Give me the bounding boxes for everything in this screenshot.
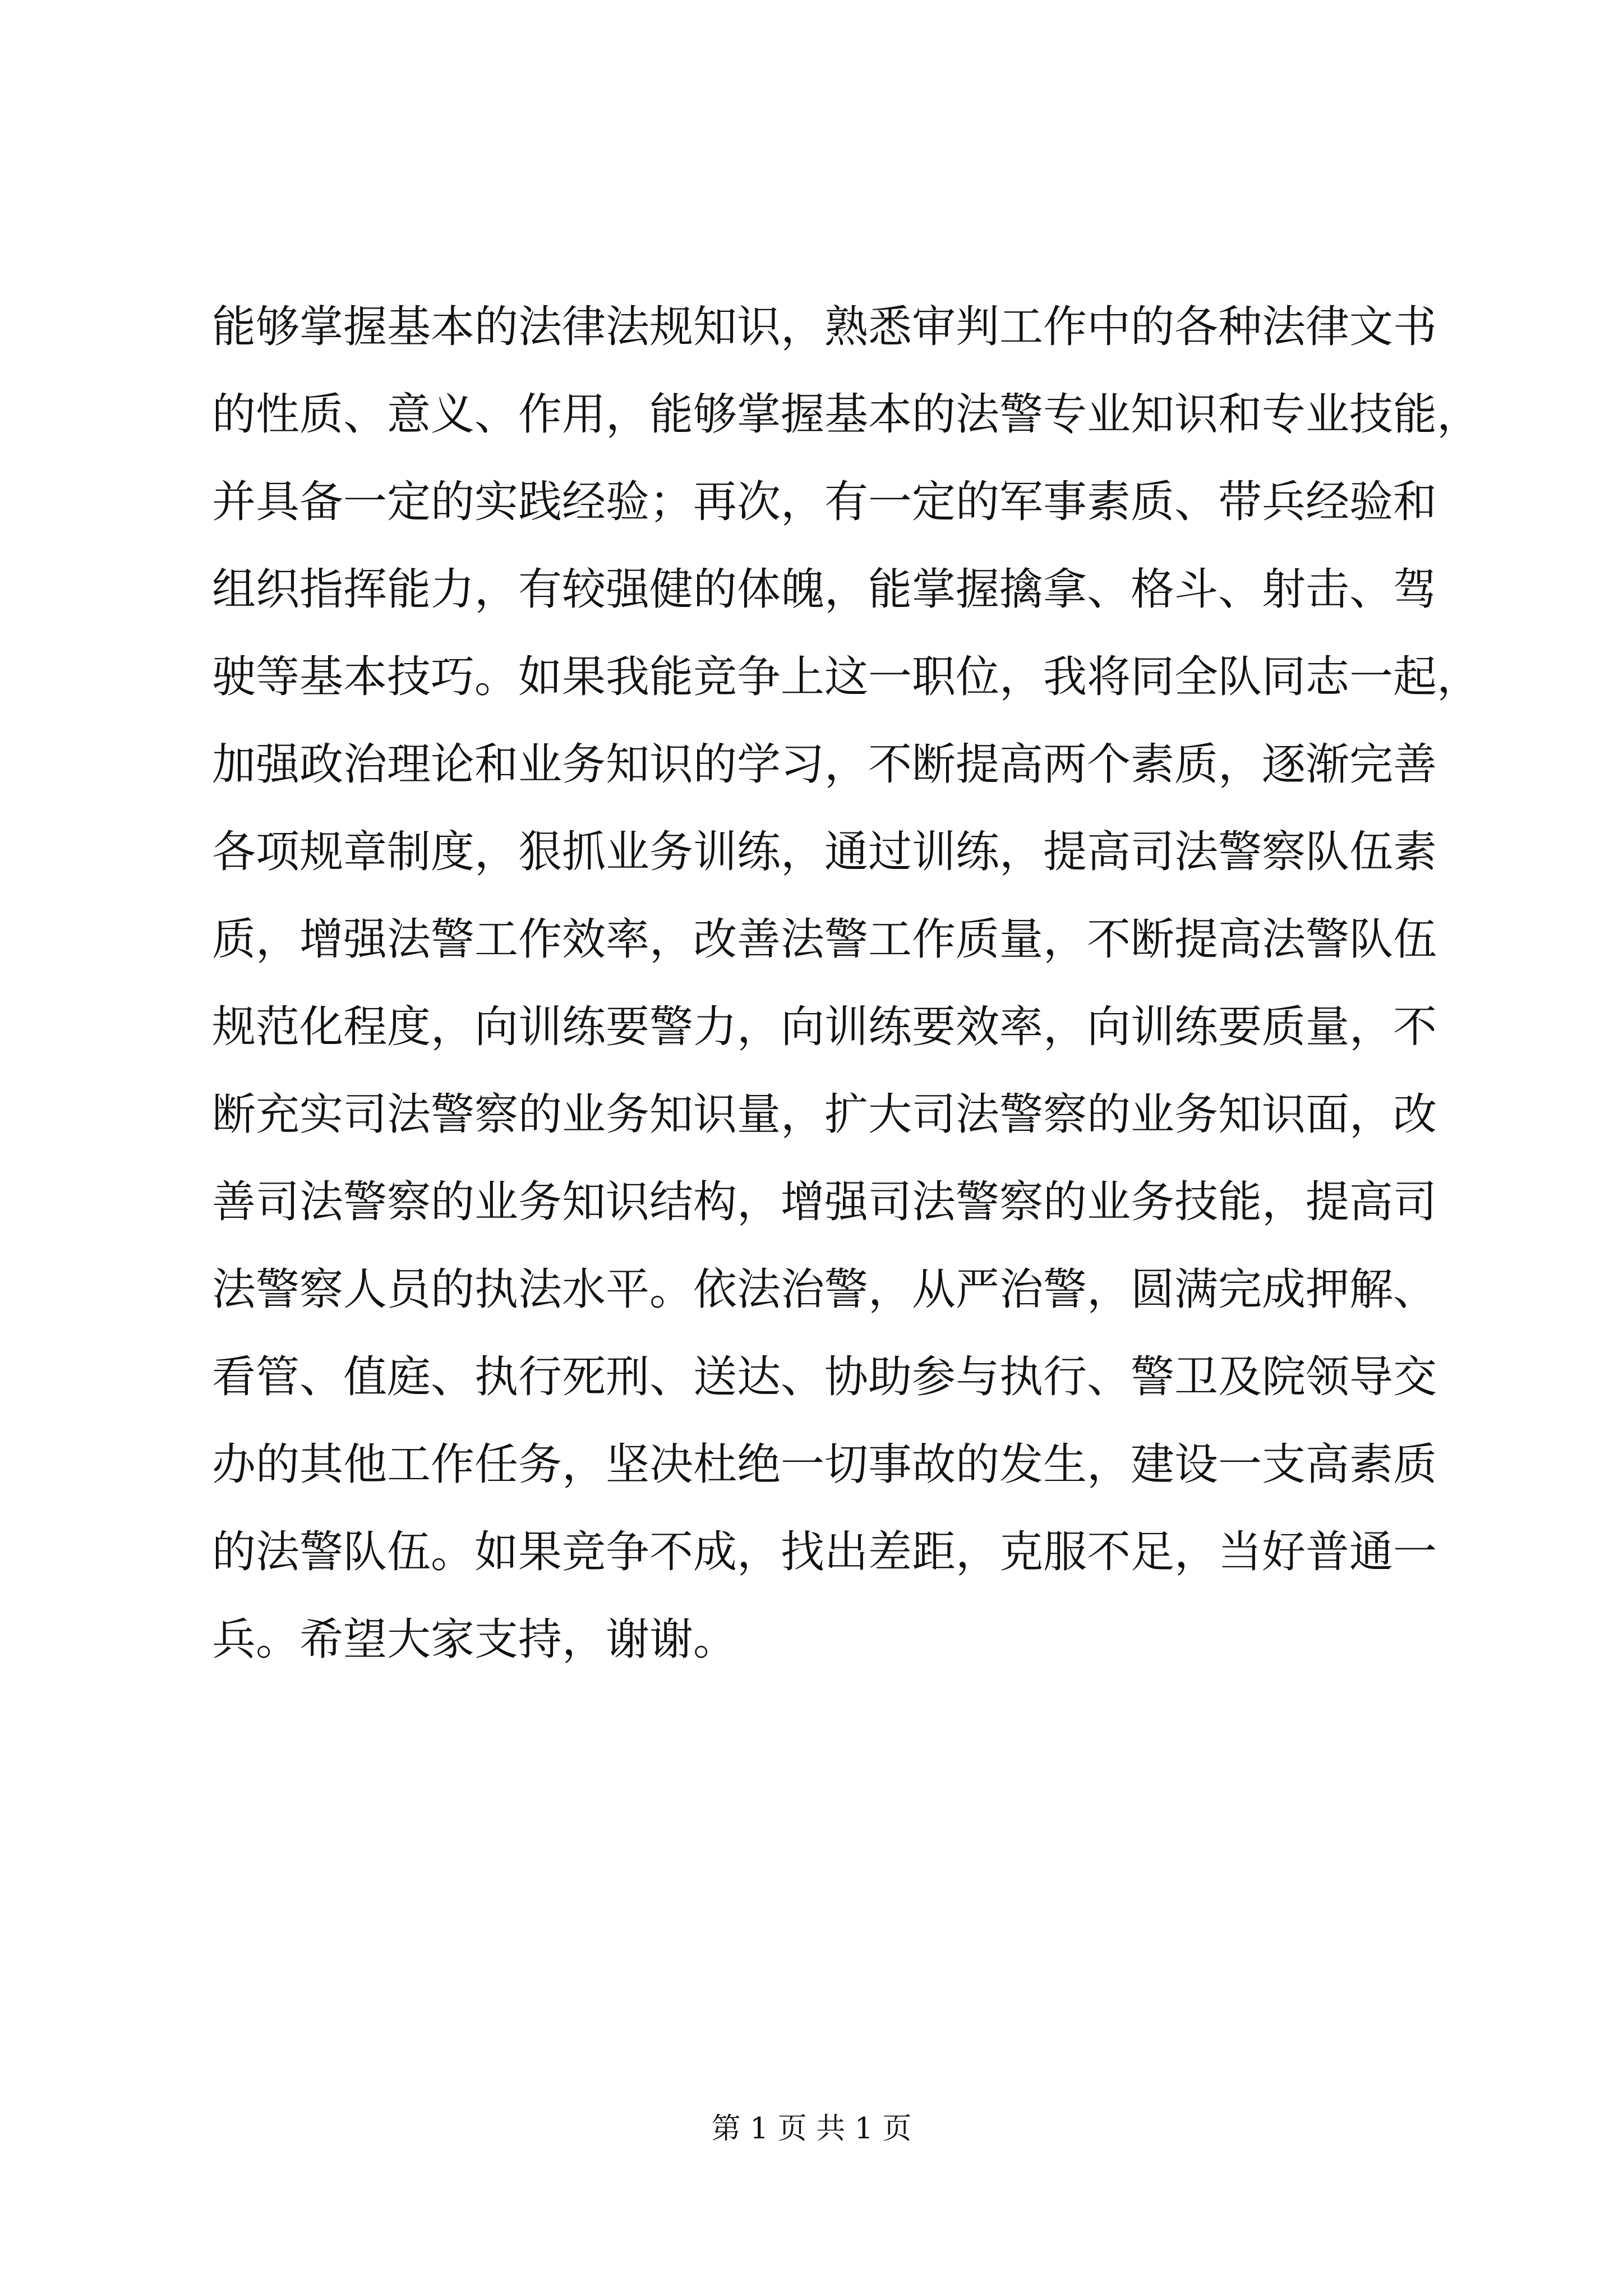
- body-paragraph: [212, 283, 1481, 1683]
- text-line: 看管、值庭、执行死刑、送达、协助参与执行、警卫及院领导交: [212, 1352, 1437, 1402]
- text-line: 各项规章制度，狠抓业务训练，通过训练，提高司法警察队伍素: [212, 827, 1437, 877]
- text-line: 规范化程度，向训练要警力，向训练要效率，向训练要质量，不: [212, 1002, 1437, 1052]
- text-line: 的性质、意义、作用，能够掌握基本的法警专业知识和专业技能，: [212, 389, 1481, 440]
- text-line: 并具备一定的实践经验；再次，有一定的军事素质、带兵经验和: [212, 477, 1437, 527]
- text-line: 质，增强法警工作效率，改善法警工作质量，不断提高法警队伍: [212, 914, 1437, 965]
- page-number-footer: 第 1 页 共 1 页: [711, 2112, 912, 2146]
- text-line: 兵。希望大家支持，谢谢。: [212, 1614, 737, 1665]
- text-line: 驶等基本技巧。如果我能竞争上这一职位，我将同全队同志一起，: [212, 652, 1481, 702]
- text-line: 办的其他工作任务，坚决杜绝一切事故的发生，建设一支高素质: [212, 1439, 1437, 1490]
- text-line: 善司法警察的业务知识结构，增强司法警察的业务技能，提高司: [212, 1177, 1437, 1227]
- text-line: 法警察人员的执法水平。依法治警，从严治警，圆满完成押解、: [212, 1264, 1437, 1315]
- text-line: 能够掌握基本的法律法规知识，熟悉审判工作中的各种法律文书: [212, 302, 1437, 352]
- text-line: 加强政治理论和业务知识的学习，不断提高两个素质，逐渐完善: [212, 739, 1437, 790]
- text-line: 组织指挥能力，有较强健的体魄，能掌握擒拿、格斗、射击、驾: [212, 564, 1437, 615]
- text-line: 断充实司法警察的业务知识量，扩大司法警察的业务知识面，改: [212, 1089, 1437, 1140]
- text-line: 的法警队伍。如果竞争不成，找出差距，克服不足，当好普通一: [212, 1527, 1437, 1577]
